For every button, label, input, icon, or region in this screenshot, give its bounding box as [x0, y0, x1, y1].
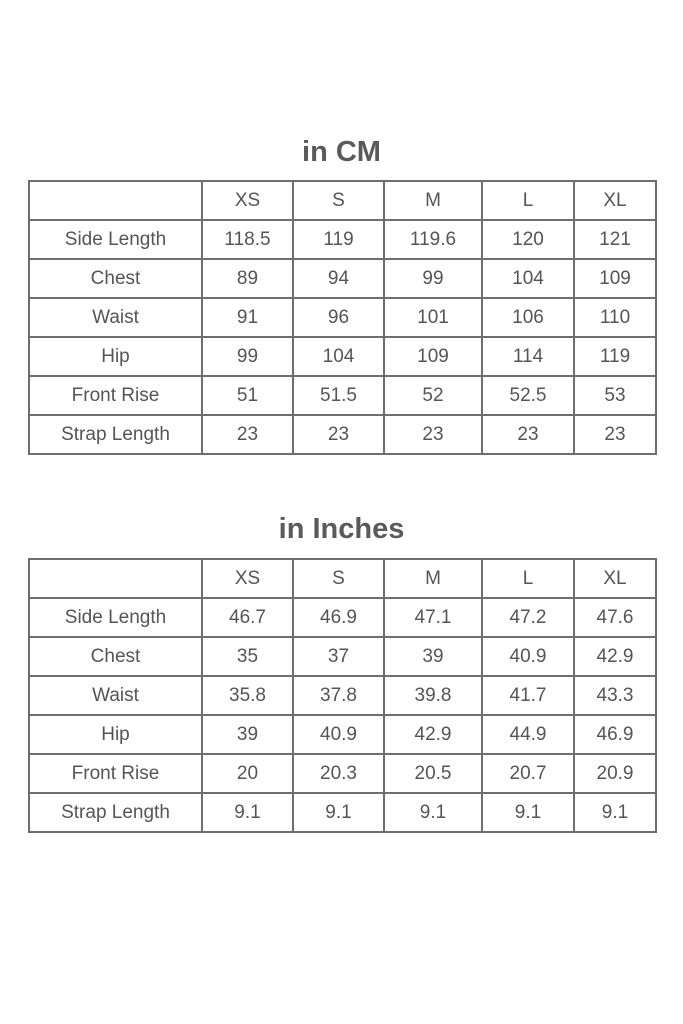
table-cell: 23 [202, 415, 293, 454]
table-cell: 23 [574, 415, 656, 454]
table-cell: 39 [384, 637, 482, 676]
table-row [29, 337, 656, 376]
table-cell: 23 [293, 415, 384, 454]
table-cell: 23 [482, 415, 574, 454]
table-cell: 39.8 [384, 676, 482, 715]
table-cell: 47.6 [574, 598, 656, 637]
table-cell: 52 [384, 376, 482, 415]
table-cell: 52.5 [482, 376, 574, 415]
table-cell: 99 [202, 337, 293, 376]
table-row [29, 754, 656, 793]
table-cell: 110 [574, 298, 656, 337]
header-cell-m: M [384, 181, 482, 220]
table-cell: 47.2 [482, 598, 574, 637]
row-label: Side Length [29, 598, 202, 637]
table-cell: 118.5 [202, 220, 293, 259]
table-cell: 35 [202, 637, 293, 676]
table-row [29, 715, 656, 754]
table-cell: 51 [202, 376, 293, 415]
table-cell: 119.6 [384, 220, 482, 259]
table-cell: 44.9 [482, 715, 574, 754]
table-cell: 42.9 [574, 637, 656, 676]
table-cell: 9.1 [202, 793, 293, 832]
table-cell: 40.9 [293, 715, 384, 754]
header-cell-l: L [482, 559, 574, 598]
table-cell: 20.7 [482, 754, 574, 793]
table-cell: 47.1 [384, 598, 482, 637]
table-row [29, 598, 656, 637]
table-row [29, 793, 656, 832]
table-cell: 20 [202, 754, 293, 793]
cm-size-table [28, 180, 657, 455]
table-cell: 119 [574, 337, 656, 376]
row-label: Chest [29, 259, 202, 298]
header-row [29, 559, 656, 598]
header-row [29, 181, 656, 220]
table-cell: 41.7 [482, 676, 574, 715]
header-cell-l: L [482, 181, 574, 220]
header-cell-empty [29, 181, 202, 220]
table-cell: 109 [384, 337, 482, 376]
header-cell-empty [29, 559, 202, 598]
table-cell: 46.9 [293, 598, 384, 637]
row-label: Hip [29, 715, 202, 754]
row-label: Front Rise [29, 754, 202, 793]
header-cell-s: S [293, 559, 384, 598]
table-cell: 120 [482, 220, 574, 259]
row-label: Hip [29, 337, 202, 376]
table-row [29, 298, 656, 337]
table-cell: 106 [482, 298, 574, 337]
table-cell: 42.9 [384, 715, 482, 754]
table-cell: 40.9 [482, 637, 574, 676]
table-cell: 9.1 [384, 793, 482, 832]
table-cell: 91 [202, 298, 293, 337]
table-cell: 39 [202, 715, 293, 754]
header-cell-xs: XS [202, 181, 293, 220]
table-cell: 104 [293, 337, 384, 376]
table-cell: 20.9 [574, 754, 656, 793]
table-cell: 96 [293, 298, 384, 337]
table-cell: 114 [482, 337, 574, 376]
header-cell-xs: XS [202, 559, 293, 598]
table-cell: 23 [384, 415, 482, 454]
row-label: Strap Length [29, 415, 202, 454]
inches-table-title: in Inches [278, 513, 405, 545]
header-cell-xl: XL [574, 559, 656, 598]
table-cell: 104 [482, 259, 574, 298]
row-label: Side Length [29, 220, 202, 259]
table-cell: 94 [293, 259, 384, 298]
table-row [29, 637, 656, 676]
table-row [29, 220, 656, 259]
header-cell-m: M [384, 559, 482, 598]
table-cell: 35.8 [202, 676, 293, 715]
table-cell: 46.9 [574, 715, 656, 754]
table-cell: 109 [574, 259, 656, 298]
table-cell: 51.5 [293, 376, 384, 415]
table-cell: 101 [384, 298, 482, 337]
table-row [29, 376, 656, 415]
table-cell: 89 [202, 259, 293, 298]
table-cell: 9.1 [293, 793, 384, 832]
inches-size-table [28, 558, 657, 833]
cm-table-title: in CM [302, 136, 381, 168]
table-cell: 99 [384, 259, 482, 298]
header-cell-xl: XL [574, 181, 656, 220]
row-label: Chest [29, 637, 202, 676]
table-row [29, 676, 656, 715]
table-cell: 9.1 [482, 793, 574, 832]
table-row [29, 259, 656, 298]
row-label: Waist [29, 298, 202, 337]
table-cell: 20.5 [384, 754, 482, 793]
table-cell: 53 [574, 376, 656, 415]
row-label: Front Rise [29, 376, 202, 415]
table-cell: 20.3 [293, 754, 384, 793]
table-cell: 9.1 [574, 793, 656, 832]
table-cell: 37 [293, 637, 384, 676]
table-cell: 37.8 [293, 676, 384, 715]
table-cell: 46.7 [202, 598, 293, 637]
header-cell-s: S [293, 181, 384, 220]
row-label: Strap Length [29, 793, 202, 832]
row-label: Waist [29, 676, 202, 715]
table-cell: 43.3 [574, 676, 656, 715]
table-row [29, 415, 656, 454]
table-cell: 121 [574, 220, 656, 259]
table-cell: 119 [293, 220, 384, 259]
